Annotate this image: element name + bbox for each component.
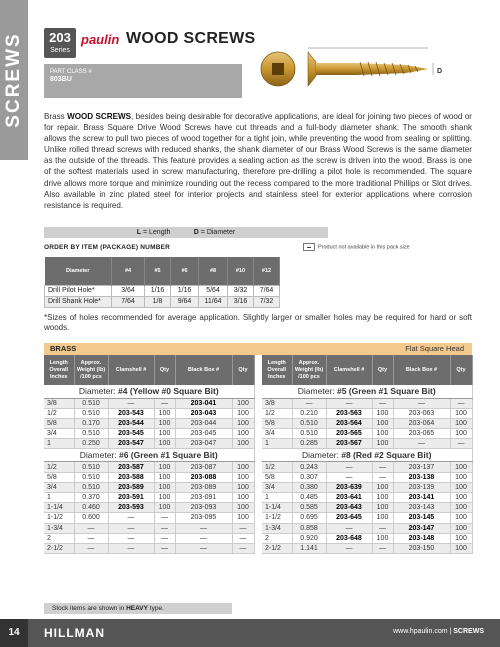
product-header: Clamshell # — [108, 355, 154, 385]
drill-cell: 7/32 — [254, 296, 280, 307]
table-cell: 0.858 — [292, 523, 326, 533]
table-cell: 0.600 — [74, 513, 108, 523]
table-cell: 5/8 — [44, 472, 74, 482]
right-product-table — [262, 355, 473, 554]
table-cell: 1 — [262, 439, 292, 449]
table-row — [44, 543, 254, 553]
brand-logo: paulin — [81, 32, 120, 47]
table-cell: 100 — [232, 439, 254, 449]
table-cell: 1-1/2 — [262, 513, 292, 523]
table-cell: 1.141 — [292, 543, 326, 553]
table-row — [44, 439, 254, 449]
table-cell: 203-065 — [393, 429, 450, 439]
table-cell: 100 — [154, 482, 175, 492]
footer-section: SCREWS — [453, 628, 484, 635]
table-cell: 3/4 — [262, 482, 292, 492]
table-cell: 100 — [232, 462, 254, 472]
table-cell: 203-041 — [175, 398, 232, 408]
drill-footnote: *Sizes of holes recommended for average application. Slightly larger or smaller holes may be required for hard or soft woods. — [44, 313, 472, 332]
table-cell: — — [326, 462, 372, 472]
table-cell: 100 — [232, 513, 254, 523]
table-cell: 100 — [450, 543, 472, 553]
table-cell: 203-588 — [108, 472, 154, 482]
table-cell: 100 — [450, 429, 472, 439]
diameter-section-heading — [262, 385, 472, 398]
table-row — [44, 523, 254, 533]
footer-url-text[interactable]: www.hpaulin.com — [393, 628, 448, 635]
drill-cell: 1/16 — [145, 285, 171, 296]
product-header: Approx. Weight (lb) /100 pcs — [74, 355, 108, 385]
product-header: Qty — [232, 355, 254, 385]
table-cell: — — [154, 513, 175, 523]
table-cell: 100 — [372, 503, 393, 513]
table-cell: 2-1/2 — [262, 543, 292, 553]
table-cell: 203-138 — [393, 472, 450, 482]
table-cell: 203-063 — [393, 408, 450, 418]
side-tab — [0, 0, 28, 160]
table-cell: 1 — [262, 493, 292, 503]
series-number: 203 — [49, 30, 71, 45]
table-cell: 100 — [450, 533, 472, 543]
table-cell: — — [108, 513, 154, 523]
table-row — [262, 408, 472, 418]
table-cell: — — [74, 523, 108, 533]
footer-sep: | — [447, 628, 454, 635]
table-cell: 203-593 — [108, 503, 154, 513]
table-cell: 100 — [232, 398, 254, 408]
table-cell: 203-645 — [326, 513, 372, 523]
table-cell: 5/8 — [262, 418, 292, 428]
table-cell: — — [108, 523, 154, 533]
drill-row-shank — [45, 296, 280, 307]
table-cell: 5/8 — [44, 418, 74, 428]
table-cell: 1-3/4 — [262, 523, 292, 533]
table-cell: 203-150 — [393, 543, 450, 553]
product-header: Black Box # — [393, 355, 450, 385]
drill-header: #8 — [199, 257, 228, 285]
hillman-logo: HILLMAN — [44, 626, 105, 640]
drill-cell: 7/64 — [254, 285, 280, 296]
table-cell: — — [108, 543, 154, 553]
table-cell: 0.510 — [74, 462, 108, 472]
legend-d-text: = Diameter — [198, 229, 236, 236]
table-row — [262, 462, 472, 472]
page-footer — [0, 619, 500, 647]
table-cell: 100 — [372, 408, 393, 418]
intro-body: , besides being desirable for decorative applications, are ideal for joining two pieces of wood or for repair. Brass Square Drive Wood Screws have cut threads and a full-body diameter shank. The smooth shank allows the screw to pull two pieces of wood together for a tight join, while preventing the wood from sealing or splitting. Unlike rolled thread screws with reduced shanks, the shank diameter of our Brass Wood Screws is the same diameter as the outside of the threads. This feature provides a sealing action as the screw is driven into the wood. Brass is one of the softest materials used in screw manufacturing, therefore pre-drilling a pilot hole is recommended. The square drive allows more torque and minimize rounding out the recess compared to the more traditional Phillips or Slot drives. Also available in zinc plated steel for interior projects and stainless steel for exterior applications where corrosion resistance is required. — [44, 112, 472, 210]
intro-bold: WOOD SCREWS — [67, 112, 132, 121]
table-cell: 203-143 — [393, 503, 450, 513]
table-cell: 0.510 — [292, 429, 326, 439]
table-cell: — — [326, 523, 372, 533]
series-label: Series — [50, 47, 70, 54]
table-cell: 100 — [450, 493, 472, 503]
table-cell: — — [450, 398, 472, 408]
table-cell: 0.585 — [292, 503, 326, 513]
drill-cell: Drill Pilot Hole* — [45, 285, 112, 296]
drill-cell: 9/64 — [171, 296, 199, 307]
table-cell: 203-148 — [393, 533, 450, 543]
diameter-title: #6 (Green #1 Square Bit) — [118, 450, 218, 461]
table-cell: 0.210 — [292, 408, 326, 418]
table-row — [44, 398, 254, 408]
diameter-section-heading — [262, 449, 472, 462]
table-cell: 2 — [262, 533, 292, 543]
table-cell: — — [175, 543, 232, 553]
stock-note-bold: HEAVY — [126, 605, 148, 612]
table-cell: 203-141 — [393, 493, 450, 503]
legend-l-key: L — [136, 229, 142, 236]
head-type-label: Flat Square Head — [405, 344, 464, 353]
table-cell: 203-641 — [326, 493, 372, 503]
table-cell: 100 — [232, 472, 254, 482]
table-cell: 5/8 — [262, 472, 292, 482]
table-cell: 0.510 — [74, 472, 108, 482]
table-row — [44, 513, 254, 523]
table-row — [262, 439, 472, 449]
diameter-title: #5 (Green #1 Square Bit) — [336, 386, 436, 397]
table-cell: — — [154, 398, 175, 408]
table-cell: 100 — [232, 482, 254, 492]
table-cell: — — [232, 543, 254, 553]
table-row — [262, 493, 472, 503]
stock-note — [44, 603, 232, 614]
table-row — [262, 472, 472, 482]
table-cell: 203-137 — [393, 462, 450, 472]
footer-url — [393, 628, 484, 635]
table-cell: 203-565 — [326, 429, 372, 439]
table-cell: 203-547 — [108, 439, 154, 449]
table-cell: — — [108, 533, 154, 543]
table-cell: 0.285 — [292, 439, 326, 449]
table-cell: — — [372, 543, 393, 553]
product-header: Black Box # — [175, 355, 232, 385]
left-product-table — [44, 355, 255, 554]
part-class-box — [44, 64, 242, 98]
table-cell: 100 — [154, 493, 175, 503]
diameter-prefix: Diameter: — [79, 450, 119, 461]
table-row — [44, 408, 254, 418]
table-cell: 0.243 — [292, 462, 326, 472]
table-row — [262, 513, 472, 523]
table-cell: 203-589 — [108, 482, 154, 492]
table-cell: 203-543 — [108, 408, 154, 418]
drill-header: #5 — [145, 257, 171, 285]
page-number: 14 — [0, 619, 28, 647]
table-cell: 3/8 — [262, 398, 292, 408]
drill-header: Diameter — [45, 257, 112, 285]
product-header: Qty — [450, 355, 472, 385]
table-cell: 0.920 — [292, 533, 326, 543]
table-cell: 0.307 — [292, 472, 326, 482]
table-cell: 1-1/4 — [262, 503, 292, 513]
table-cell: 3/4 — [44, 482, 74, 492]
screw-illustration — [258, 44, 448, 94]
table-cell: 100 — [232, 408, 254, 418]
table-cell: 100 — [372, 418, 393, 428]
not-available-text: Product not available in this pack size — [318, 244, 410, 251]
table-cell: 203-587 — [108, 462, 154, 472]
table-cell: 100 — [154, 418, 175, 428]
table-cell: — — [372, 462, 393, 472]
table-row — [44, 462, 254, 472]
table-cell: 203-087 — [175, 462, 232, 472]
table-cell: 100 — [232, 429, 254, 439]
table-cell: 0.510 — [74, 398, 108, 408]
drill-cell: 3/32 — [228, 285, 254, 296]
legend-l-text: = Length — [141, 229, 171, 236]
table-cell: 203-567 — [326, 439, 372, 449]
table-cell: 0.250 — [74, 439, 108, 449]
table-cell: — — [154, 543, 175, 553]
table-cell: 100 — [154, 472, 175, 482]
diameter-section-row — [44, 385, 254, 398]
table-cell: 1 — [44, 493, 74, 503]
table-cell: 100 — [450, 503, 472, 513]
table-cell: 203-564 — [326, 418, 372, 428]
drill-cell: 11/64 — [199, 296, 228, 307]
intro-lead: Brass — [44, 112, 68, 121]
table-cell: 3/4 — [44, 429, 74, 439]
table-cell: 1 — [44, 439, 74, 449]
table-cell: — — [326, 398, 372, 408]
table-cell: — — [74, 533, 108, 543]
table-cell: 203-091 — [175, 493, 232, 503]
table-cell: 3/4 — [262, 429, 292, 439]
dash-box-icon — [303, 243, 315, 251]
product-header: Clamshell # — [326, 355, 372, 385]
table-cell: 203-145 — [393, 513, 450, 523]
table-cell: 0.510 — [292, 418, 326, 428]
table-cell: 100 — [372, 429, 393, 439]
diameter-section-heading — [44, 385, 254, 398]
table-cell: 203-139 — [393, 482, 450, 492]
table-cell: 1-1/2 — [44, 513, 74, 523]
table-cell: 100 — [450, 462, 472, 472]
table-cell: 203-643 — [326, 503, 372, 513]
table-cell: 100 — [154, 462, 175, 472]
table-row — [44, 472, 254, 482]
table-cell: 0.460 — [74, 503, 108, 513]
table-cell: 100 — [450, 523, 472, 533]
table-cell: 100 — [450, 513, 472, 523]
product-header-row — [262, 355, 472, 385]
table-cell: 1-3/4 — [44, 523, 74, 533]
table-cell: — — [393, 398, 450, 408]
stock-note-pre: Stock items are shown in — [52, 605, 127, 612]
table-cell: 1/2 — [44, 462, 74, 472]
table-cell: 100 — [372, 533, 393, 543]
table-cell: 0.695 — [292, 513, 326, 523]
table-cell: — — [74, 543, 108, 553]
diameter-prefix: Diameter: — [297, 386, 337, 397]
material-label: BRASS — [50, 344, 77, 353]
table-cell: 203-093 — [175, 503, 232, 513]
drill-header-row — [45, 257, 280, 285]
table-cell: 203-563 — [326, 408, 372, 418]
table-cell: 203-545 — [108, 429, 154, 439]
table-cell: 100 — [372, 482, 393, 492]
diameter-prefix: Diameter: — [78, 386, 119, 397]
series-badge — [44, 28, 76, 58]
brass-bar — [44, 343, 472, 355]
table-cell: 100 — [154, 503, 175, 513]
diameter-section-row — [44, 449, 254, 462]
table-cell: — — [372, 472, 393, 482]
table-cell: 203-088 — [175, 472, 232, 482]
table-cell: 100 — [450, 408, 472, 418]
table-cell: 0.485 — [292, 493, 326, 503]
legend-d-key: D — [193, 229, 199, 236]
drill-cell: Drill Shank Hole* — [45, 296, 112, 307]
table-cell: 203-095 — [175, 513, 232, 523]
table-cell: 1/2 — [44, 408, 74, 418]
part-class-label: PART CLASS # — [50, 69, 92, 75]
table-cell: 100 — [372, 493, 393, 503]
table-row — [262, 523, 472, 533]
table-row — [44, 533, 254, 543]
diameter-section-row — [262, 449, 472, 462]
table-cell: 0.170 — [74, 418, 108, 428]
table-row — [262, 543, 472, 553]
diameter-title: #8 (Red #2 Square Bit) — [341, 450, 432, 461]
table-cell: 203-089 — [175, 482, 232, 492]
product-header-row — [44, 355, 254, 385]
product-header: Length Overall Inches — [262, 355, 292, 385]
table-cell: 100 — [450, 472, 472, 482]
table-row — [44, 503, 254, 513]
table-row — [44, 418, 254, 428]
table-cell: 203-043 — [175, 408, 232, 418]
stock-note-post: type. — [147, 605, 164, 612]
drill-cell: 3/64 — [112, 285, 145, 296]
table-cell: — — [326, 543, 372, 553]
diameter-section-row — [262, 385, 472, 398]
table-cell: — — [154, 523, 175, 533]
legend-bar — [44, 227, 328, 238]
table-cell: 203-044 — [175, 418, 232, 428]
table-cell: 0.510 — [74, 429, 108, 439]
side-tab-label: SCREWS — [3, 32, 24, 128]
table-row — [262, 533, 472, 543]
table-row — [44, 482, 254, 492]
drill-header: #6 — [171, 257, 199, 285]
table-cell: — — [372, 398, 393, 408]
drill-row-pilot — [45, 285, 280, 296]
table-cell: 100 — [232, 493, 254, 503]
table-cell: — — [393, 439, 450, 449]
table-cell: 0.510 — [74, 408, 108, 418]
table-cell: — — [175, 533, 232, 543]
table-row — [262, 398, 472, 408]
table-cell: 100 — [232, 503, 254, 513]
table-cell: — — [232, 533, 254, 543]
table-row — [262, 418, 472, 428]
drill-cell: 1/16 — [171, 285, 199, 296]
table-cell: 203-639 — [326, 482, 372, 492]
product-header: Qty — [154, 355, 175, 385]
table-cell: 100 — [154, 429, 175, 439]
table-cell: 203-047 — [175, 439, 232, 449]
table-row — [262, 503, 472, 513]
intro-paragraph — [44, 111, 472, 211]
product-header: Approx. Weight (lb) /100 pcs — [292, 355, 326, 385]
table-cell: — — [175, 523, 232, 533]
table-cell: 2 — [44, 533, 74, 543]
drill-header: #10 — [228, 257, 254, 285]
dimension-d-label: D — [437, 68, 443, 75]
table-cell: 0.510 — [74, 482, 108, 492]
table-cell: 2-1/2 — [44, 543, 74, 553]
drill-cell: 1/8 — [145, 296, 171, 307]
table-cell: 203-544 — [108, 418, 154, 428]
diameter-section-heading — [44, 449, 254, 462]
table-cell: — — [154, 533, 175, 543]
table-row — [262, 429, 472, 439]
table-row — [44, 493, 254, 503]
table-cell: 203-064 — [393, 418, 450, 428]
product-header: Length Overall Inches — [44, 355, 74, 385]
part-class-value: 803BU — [50, 76, 72, 83]
table-cell: 100 — [154, 408, 175, 418]
drill-cell: 3/16 — [228, 296, 254, 307]
table-cell: — — [372, 523, 393, 533]
diameter-title: #4 (Yellow #0 Square Bit) — [118, 386, 219, 397]
table-cell: 1-1/4 — [44, 503, 74, 513]
table-cell: 203-147 — [393, 523, 450, 533]
table-cell: 100 — [232, 418, 254, 428]
order-heading: ORDER BY ITEM (PACKAGE) NUMBER — [44, 244, 171, 251]
not-available-legend — [303, 243, 410, 251]
table-cell: 0.370 — [74, 493, 108, 503]
table-cell: 100 — [450, 482, 472, 492]
drill-header: #12 — [254, 257, 280, 285]
table-cell: 100 — [372, 513, 393, 523]
table-cell: 100 — [154, 439, 175, 449]
page-title: WOOD SCREWS — [126, 30, 256, 47]
product-header: Qty — [372, 355, 393, 385]
table-cell: — — [326, 472, 372, 482]
table-cell: — — [108, 398, 154, 408]
diameter-prefix: Diameter: — [302, 450, 342, 461]
table-cell: 203-648 — [326, 533, 372, 543]
table-cell: 100 — [372, 439, 393, 449]
table-cell: 3/8 — [44, 398, 74, 408]
table-cell: — — [292, 398, 326, 408]
table-row — [262, 482, 472, 492]
table-cell: — — [450, 439, 472, 449]
table-cell: 0.380 — [292, 482, 326, 492]
drill-header: #4 — [112, 257, 145, 285]
drill-table — [44, 257, 280, 308]
table-cell: 100 — [450, 418, 472, 428]
table-cell: — — [232, 523, 254, 533]
drill-cell: 5/64 — [199, 285, 228, 296]
table-cell: 1/2 — [262, 462, 292, 472]
table-cell: 203-591 — [108, 493, 154, 503]
table-cell: 203-045 — [175, 429, 232, 439]
table-cell: 1/2 — [262, 408, 292, 418]
drill-cell: 7/64 — [112, 296, 145, 307]
table-row — [44, 429, 254, 439]
